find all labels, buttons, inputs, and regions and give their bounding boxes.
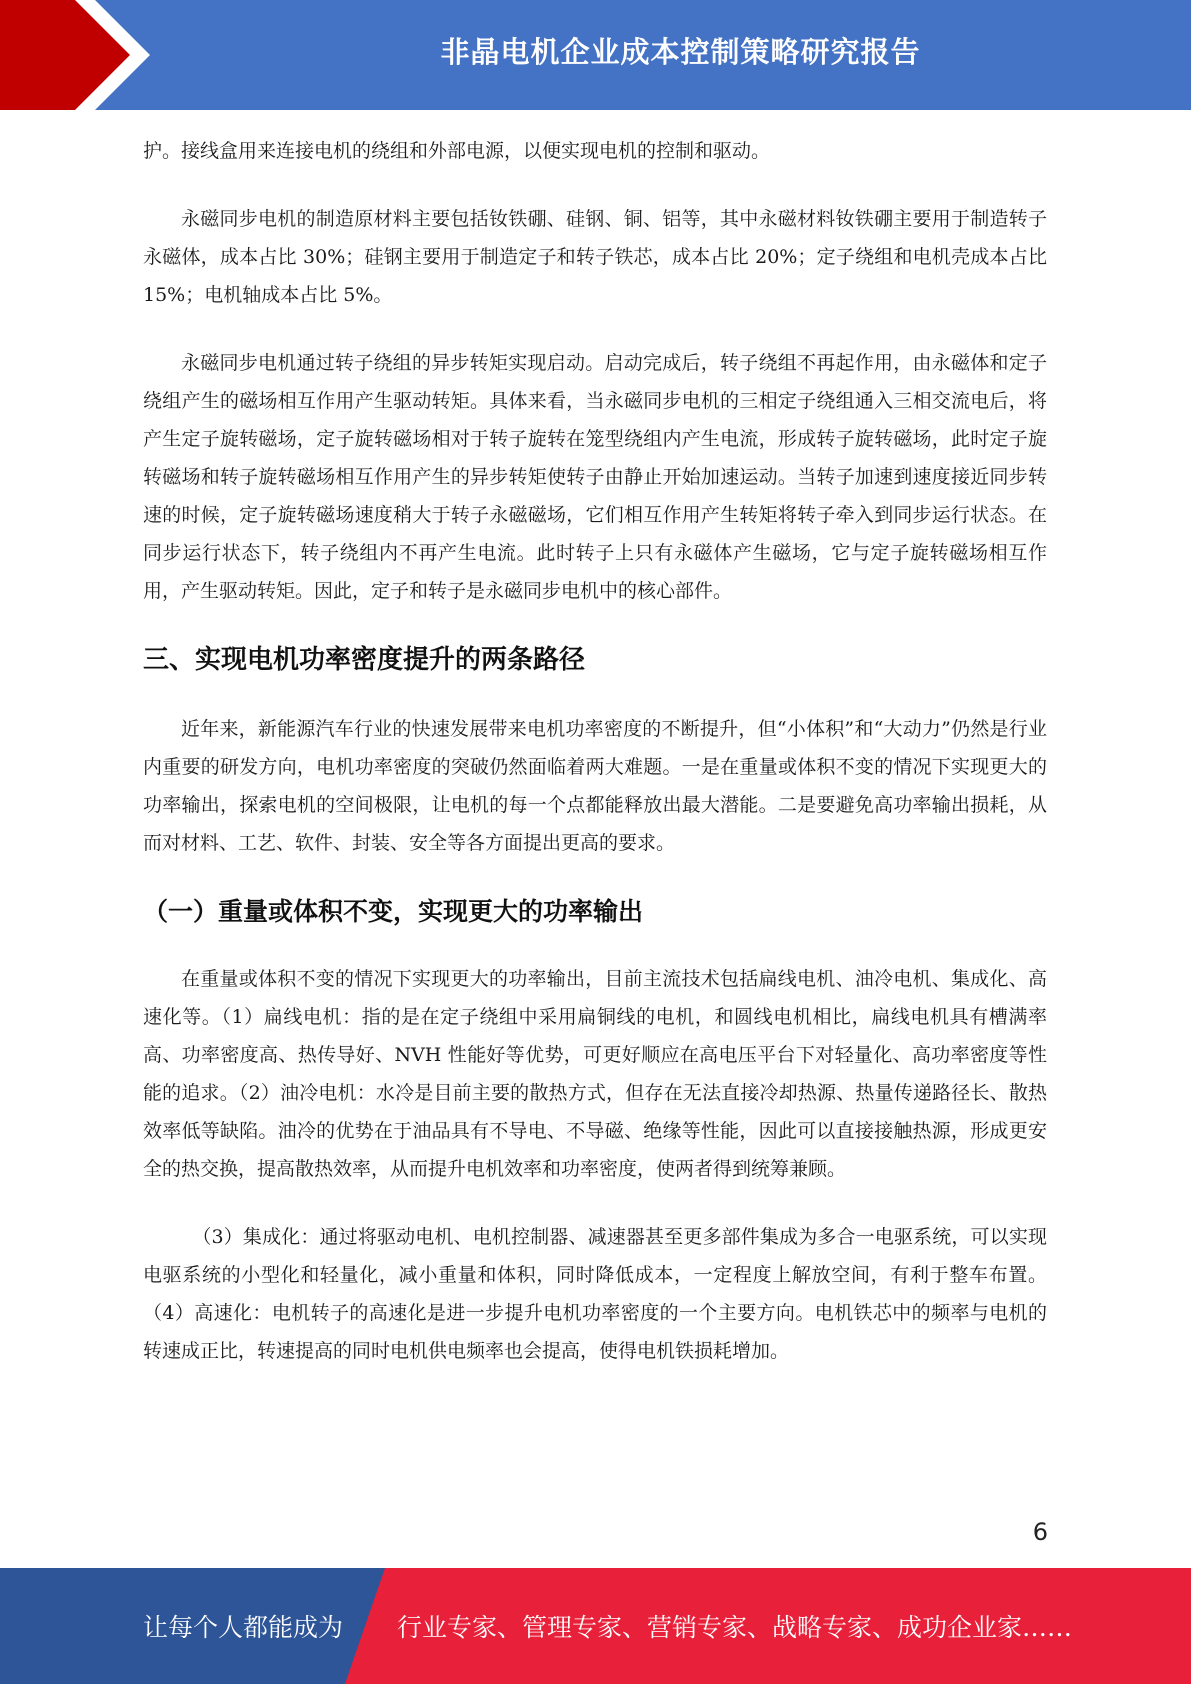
subsection-heading: （一）重量或体积不变，实现更大的功率输出 — [143, 897, 644, 926]
paragraph-3: 永磁同步电机通过转子绕组的异步转矩实现启动。启动完成后，转子绕组不再起作用，由永磁体和定子绕组产生的磁场相互作用产生驱动转矩。具体来看，当永磁同步电机的三相定子绕组通入三相交流电后，将产生定子旋转磁场，定子旋转磁场相对于转子旋转在笼型绕组内产生电流，形成转子旋转磁场，此时定子旋转磁场和转子旋转磁场相互作用产生的异步转矩使转子由静止开始加速运动。当转子加速到速度接近同步转速的时候，定子旋转磁场速度稍大于转子永磁磁场，它们相互作用产生转矩将转子牵入到同步运行状态。在同步运行状态下，转子绕组内不再产生电流。此时转子上只有永磁体产生磁场，它与定子旋转磁场相互作用，产生驱动转矩。因此，定子和转子是永磁同步电机中的核心部件。 — [143, 352, 1047, 602]
page-footer — [0, 1568, 1191, 1684]
paragraph-2: 永磁同步电机的制造原材料主要包括钕铁硼、硅钢、铜、铝等，其中永磁材料钕铁硼主要用于制造转子永磁体，成本占比 30%；硅钢主要用于制造定子和转子铁芯，成本占比 20%；定子绕组和电机壳成本占比 15%；电机轴成本占比 5%。 — [143, 208, 1047, 306]
document-body — [143, 132, 1047, 1400]
paragraph-1: 护。接线盒用来连接电机的绕组和外部电源，以便实现电机的控制和驱动。 — [143, 140, 771, 162]
paragraph-6: （3）集成化：通过将驱动电机、电机控制器、减速器甚至更多部件集成为多合一电驱系统，可以实现电驱系统的小型化和轻量化，减小重量和体积，同时降低成本，一定程度上解放空间，有利于整车布置。（4）高速化：电机转子的高速化是进一步提升电机功率密度的一个主要方向。电机铁芯中的频率与电机的转速成正比，转速提高的同时电机供电频率也会提高，使得电机铁损耗增加。 — [143, 1226, 1047, 1362]
section-heading: 三、实现电机功率密度提升的两条路径 — [143, 645, 586, 675]
report-title: 非晶电机企业成本控制策略研究报告 — [440, 34, 921, 69]
footer-slogan-right: 行业专家、管理专家、营销专家、战略专家、成功企业家…… — [397, 1613, 1073, 1642]
header-arrow-decoration — [0, 0, 160, 110]
paragraph-4: 近年来，新能源汽车行业的快速发展带来电机功率密度的不断提升，但“小体积”和“大动力”仍然是行业内重要的研发方向，电机功率密度的突破仍然面临着两大难题。一是在重量或体积不变的情况下实现更大的功率输出，探索电机的空间极限，让电机的每一个点都能释放出最大潜能。二是要避免高功率输出损耗，从而对材料、工艺、软件、封装、安全等各方面提出更高的要求。 — [143, 718, 1047, 854]
page-number: 6 — [1032, 1518, 1048, 1546]
page-header — [0, 0, 1191, 110]
paragraph-5: 在重量或体积不变的情况下实现更大的功率输出，目前主流技术包括扁线电机、油冷电机、集成化、高速化等。（1）扁线电机：指的是在定子绕组中采用扁铜线的电机，和圆线电机相比，扁线电机具有槽满率高、功率密度高、热传导好、NVH 性能好等优势，可更好顺应在高电压平台下对轻量化、高功率密度等性能的追求。（2）油冷电机：水冷是目前主要的散热方式，但存在无法直接冷却热源、热量传递路径长、散热效率低等缺陷。油冷的优势在于油品具有不导电、不导磁、绝缘等性能，因此可以直接接触热源，形成更安全的热交换，提高散热效率，从而提升电机效率和功率密度，使两者得到统筹兼顾。 — [143, 968, 1047, 1180]
footer-slogan-left: 让每个人都能成为 — [143, 1613, 344, 1642]
